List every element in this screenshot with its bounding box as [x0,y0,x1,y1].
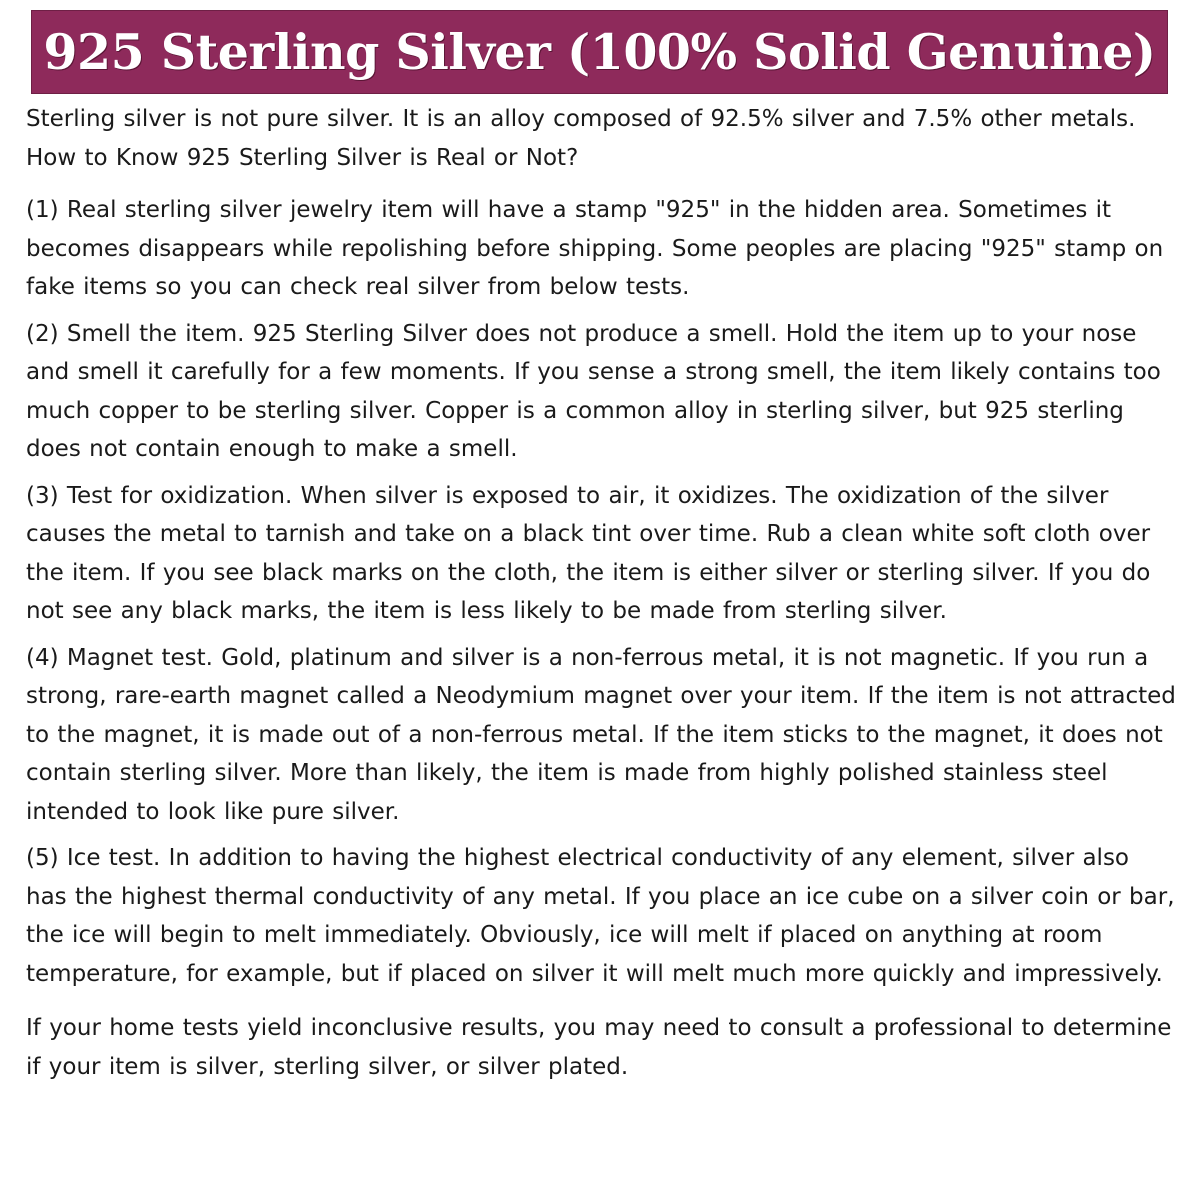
test-3-paragraph: (3) Test for oxidization. When silver is exposed to air, it oxidizes. The oxidization of the silver causes the metal to tarnish and take on a black tint over time. Rub a clean white soft cloth over the item. If you see black marks on the cloth, the item is either silver or sterling silver. If you do not see any black marks, the item is less likely to be made from sterling silver. [26,482,1151,624]
conclusion-paragraph: If your home tests yield inconclusive results, you may need to consult a professional to determine if your item is silver, sterling silver, or silver plated. [26,1015,1172,1080]
test-4-paragraph: (4) Magnet test. Gold, platinum and silver is a non-ferrous metal, it is not magnetic. If you run a strong, rare-earth magnet called a Neodymium magnet over your item. If the item is not attracted to the magnet, it is made out of a non-ferrous metal. If the item sticks to the magnet, it does not contain sterling silver. More than likely, the item is made from highly polished stainless steel intended to look like pure silver. [26,644,1176,825]
intro-paragraph: Sterling silver is not pure silver. It is an alloy composed of 92.5% silver and 7.5% other metals. How to Know 925 Sterling Silver is Real or Not? [26,106,1136,171]
page-title: 925 Sterling Silver (100% Solid Genuine) [43,23,1156,81]
test-2-paragraph: (2) Smell the item. 925 Sterling Silver does not produce a smell. Hold the item up to your nose and smell it carefully for a few moments. If you sense a strong smell, the item likely contains too much copper to be sterling silver. Copper is a common alloy in sterling silver, but 925 sterling does not contain enough to make a smell. [26,320,1161,462]
title-banner [31,10,1168,94]
test-1-paragraph: (1) Real sterling silver jewelry item will have a stamp "925" in the hidden area. Sometimes it becomes disappears while repolishing before shipping. Some peoples are placing "925" stamp on fake items so you can check real silver from below tests. [26,197,1164,300]
body-text [26,100,1176,1086]
test-5-paragraph: (5) Ice test. In addition to having the highest electrical conductivity of any element, silver also has the highest thermal conductivity of any metal. If you place an ice cube on a silver coin or bar, the ice will begin to melt immediately. Obviously, ice will melt if placed on anything at room temperature, for example, but if placed on silver it will melt much more quickly and impressively. [26,845,1175,987]
